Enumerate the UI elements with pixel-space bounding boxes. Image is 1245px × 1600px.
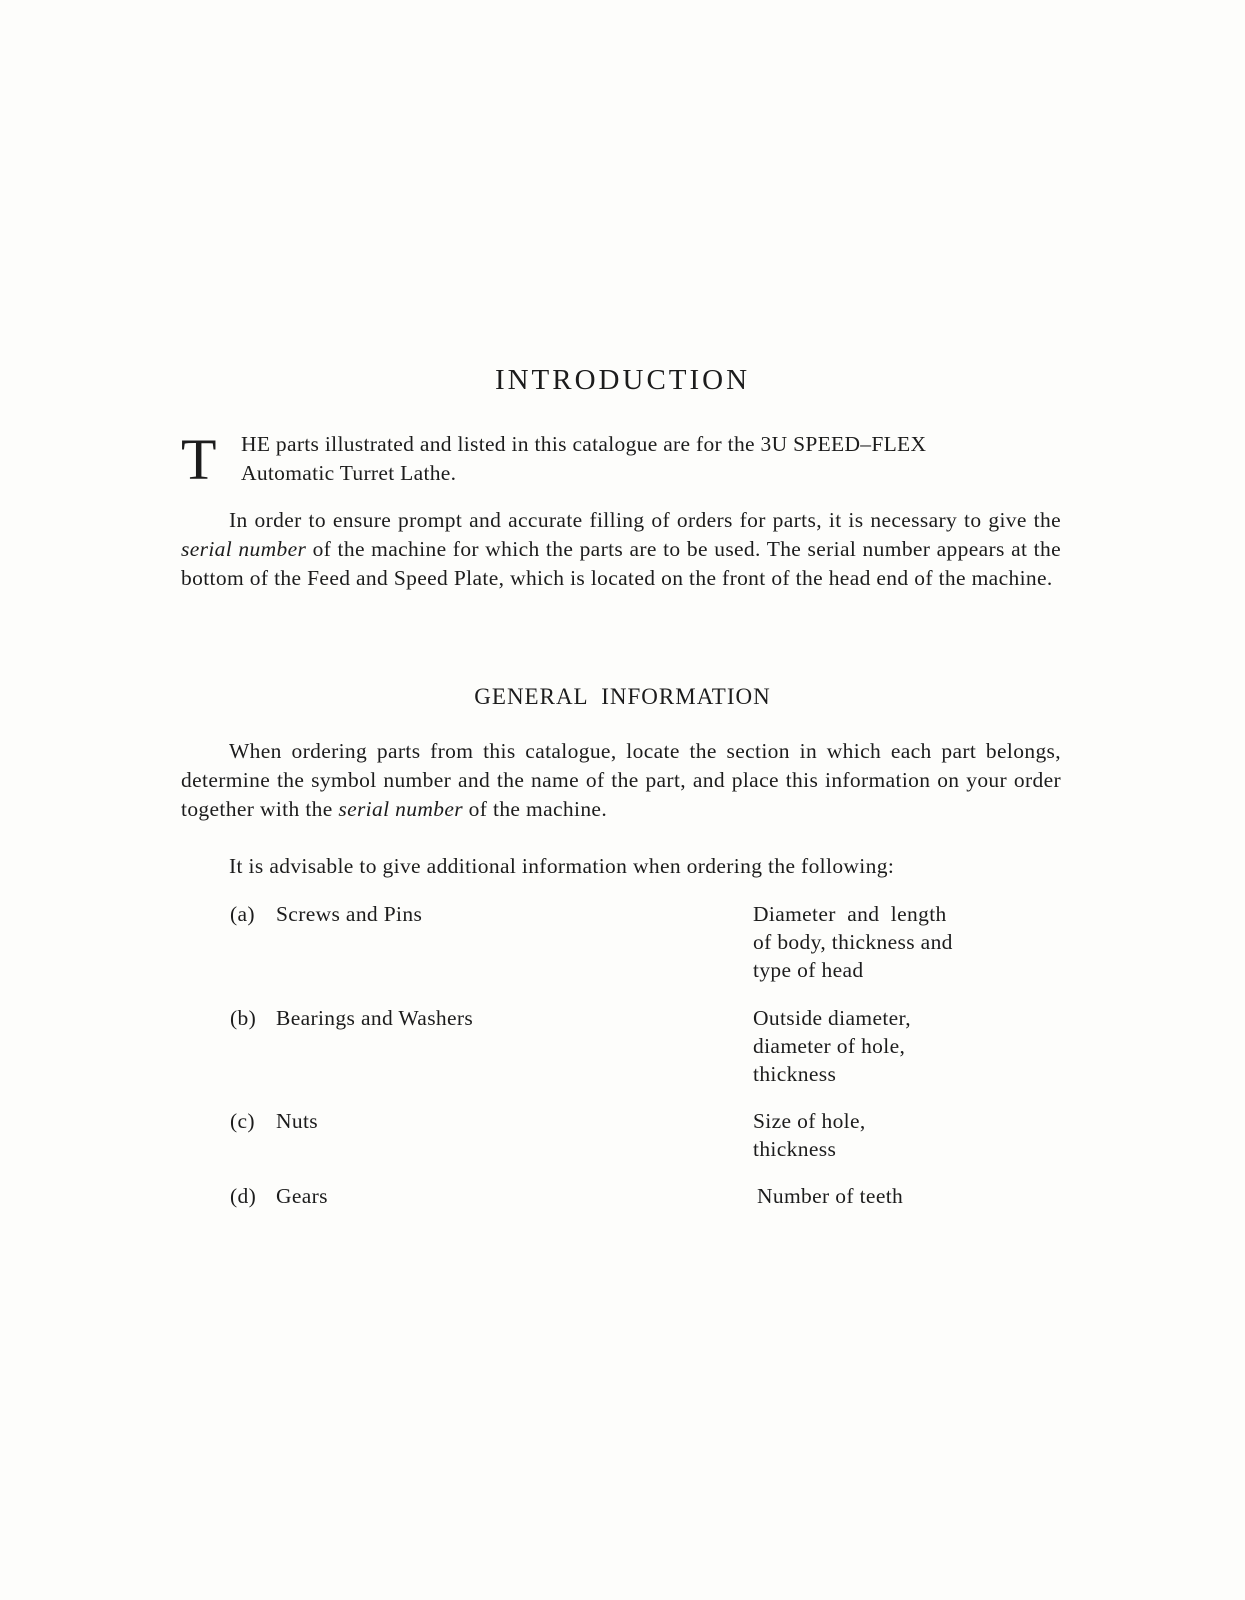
item-info-line: thickness xyxy=(753,1137,837,1161)
item-letter: (d) xyxy=(230,1184,257,1208)
ordering-paragraph-text-start: When ordering parts from this catalogue, locate the section in which each part belongs, determine the symbol number and the name of the part, and place this information on your order together with the xyxy=(181,739,1061,821)
item-name: Bearings and Washers xyxy=(276,1006,474,1030)
item-letter: (c) xyxy=(230,1109,255,1133)
item-name: Screws and Pins xyxy=(276,902,423,926)
item-name: Gears xyxy=(276,1184,328,1208)
intro-second-line-text: Automatic Turret Lathe. xyxy=(241,461,457,485)
page-title: INTRODUCTION xyxy=(494,364,751,396)
item-info xyxy=(757,1182,1007,1210)
item-info xyxy=(753,1107,1003,1163)
item-info-line: type of head xyxy=(753,958,864,982)
intro-first-line-text: HE parts illustrated and listed in this catalogue are for the 3U SPEED–FLEX xyxy=(241,432,927,456)
item-info-line: Diameter and length xyxy=(753,902,947,926)
drop-cap: T xyxy=(181,427,217,492)
serial-paragraph-emphasis: serial number xyxy=(181,537,307,561)
ordering-paragraph-text-end: of the machine. xyxy=(462,797,608,821)
serial-paragraph-text-start: In order to ensure prompt and accurate filling of orders for parts, it is necessary to give the xyxy=(229,508,1061,532)
item-name: Nuts xyxy=(276,1109,319,1133)
intro-first-line xyxy=(181,427,1061,492)
item-info-line: diameter of hole, xyxy=(753,1034,906,1058)
item-info-line: Number of teeth xyxy=(757,1184,904,1208)
item-info xyxy=(753,900,1003,984)
ordering-paragraph-emphasis: serial number xyxy=(338,797,463,821)
item-info xyxy=(753,1004,1003,1088)
section-heading: GENERAL INFORMATION xyxy=(474,684,771,709)
item-info-line: Size of hole, xyxy=(753,1109,866,1133)
item-letter: (b) xyxy=(230,1006,257,1030)
item-letter: (a) xyxy=(230,902,255,926)
item-info-line: Outside diameter, xyxy=(753,1006,911,1030)
ordering-paragraph xyxy=(181,737,1061,824)
serial-paragraph-text-end: of the machine for which the parts are to be used. The serial number appears at the bottom of the Feed and Speed Plate, which is located on the front of the head end of the machine. xyxy=(181,537,1062,590)
item-info-line: of body, thickness and xyxy=(753,930,953,954)
item-info-line: thickness xyxy=(753,1062,837,1086)
serial-number-paragraph xyxy=(181,506,1061,593)
intro-paragraph xyxy=(181,427,1061,492)
advisory-paragraph: It is advisable to give additional information when ordering the following: xyxy=(229,854,895,878)
